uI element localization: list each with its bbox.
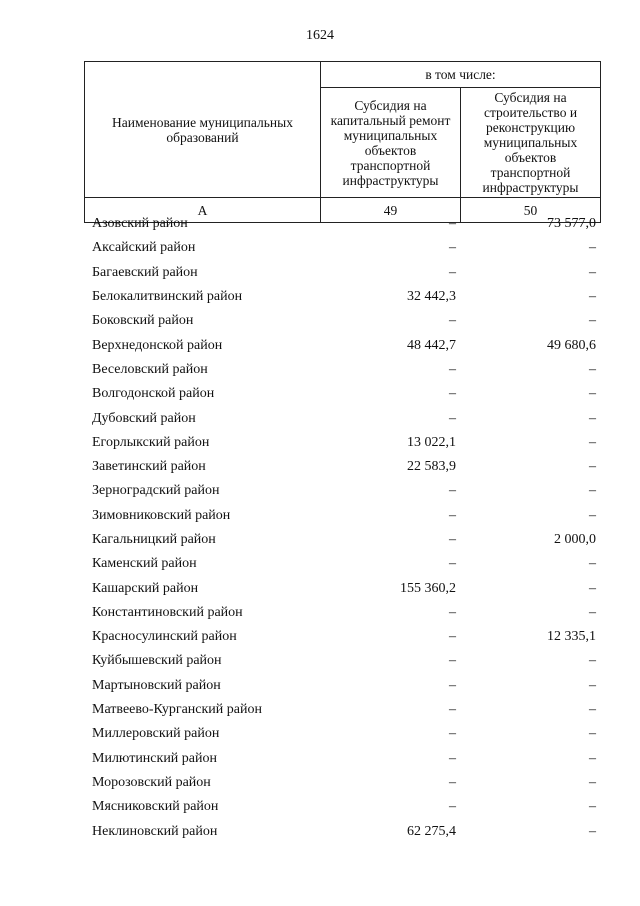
header-code-a: А	[85, 198, 321, 223]
municipality-name: Мясниковский район	[92, 799, 219, 815]
value-col-50: –	[589, 434, 596, 450]
municipality-name: Мартыновский район	[92, 677, 221, 693]
table-row	[84, 674, 600, 698]
municipality-name: Зерноградский район	[92, 483, 220, 499]
value-col-50: 73 577,0	[547, 216, 596, 232]
table-row	[84, 236, 600, 260]
value-col-49: 155 360,2	[400, 580, 456, 596]
value-col-50: –	[589, 459, 596, 475]
municipality-name: Миллеровский район	[92, 726, 220, 742]
table-row	[84, 261, 600, 285]
table-row	[84, 552, 600, 576]
table-row	[84, 431, 600, 455]
value-col-50: –	[589, 702, 596, 718]
table-row	[84, 601, 600, 625]
header-col-50: Субсидия на строительство и реконструкцию муниципальных объектов транспортной инфраструктуры	[461, 88, 601, 198]
header-group-label: в том числе:	[321, 62, 601, 88]
value-col-49: –	[449, 216, 456, 232]
value-col-50: –	[589, 653, 596, 669]
value-col-49: –	[449, 240, 456, 256]
value-col-49: –	[449, 604, 456, 620]
value-col-49: 22 583,9	[407, 459, 456, 475]
table-row	[84, 212, 600, 236]
value-col-49: –	[449, 264, 456, 280]
value-col-49: –	[449, 653, 456, 669]
value-col-50: –	[589, 580, 596, 596]
value-col-50: 2 000,0	[554, 532, 596, 547]
table-row	[84, 747, 600, 771]
value-col-50: –	[589, 361, 596, 377]
value-col-49: –	[449, 410, 456, 426]
value-col-50: 12 335,1	[547, 629, 596, 645]
table-row	[84, 795, 600, 819]
value-col-50: –	[589, 556, 596, 572]
table-row	[84, 576, 600, 600]
value-col-50: –	[589, 386, 596, 402]
value-col-49: –	[449, 483, 456, 499]
value-col-50: –	[589, 604, 596, 620]
municipality-name: Красносулинский район	[92, 629, 237, 645]
table-row	[84, 504, 600, 528]
municipality-name: Милютинский район	[92, 750, 218, 766]
value-col-50: –	[589, 677, 596, 693]
municipality-name: Дубовский район	[92, 410, 196, 426]
municipality-name: Багаевский район	[92, 264, 198, 280]
value-col-50: –	[589, 240, 596, 256]
municipality-name: Константиновский район	[92, 604, 243, 620]
table-row	[84, 771, 600, 795]
value-col-49: –	[449, 629, 456, 645]
value-col-49: 32 442,3	[407, 289, 456, 305]
value-col-50: 49 680,6	[547, 337, 596, 353]
page-number: 1624	[306, 28, 334, 43]
value-col-50: –	[589, 774, 596, 790]
municipality-name: Егорлыкский район	[92, 434, 210, 450]
value-col-49: –	[449, 532, 456, 547]
value-col-49: –	[449, 702, 456, 718]
municipality-name: Верхнедонской район	[92, 337, 223, 353]
value-col-50: –	[589, 410, 596, 426]
value-col-50: –	[589, 799, 596, 815]
value-col-49: –	[449, 750, 456, 766]
municipality-name: Матвеево-Курганский район	[92, 702, 262, 718]
value-col-50: –	[589, 750, 596, 766]
table-row	[84, 819, 600, 843]
municipality-name: Азовский район	[92, 216, 188, 232]
value-col-50: –	[589, 483, 596, 499]
table-row	[84, 406, 600, 430]
municipality-name: Неклиновский район	[92, 823, 218, 839]
municipality-name: Аксайский район	[92, 240, 196, 256]
value-col-49: –	[449, 774, 456, 790]
table-header	[84, 61, 601, 223]
value-col-49: 62 275,4	[407, 823, 456, 839]
municipality-name: Морозовский район	[92, 774, 211, 790]
municipality-name: Зимовниковский район	[92, 507, 231, 523]
value-col-49: –	[449, 556, 456, 572]
value-col-50: –	[589, 289, 596, 305]
municipality-name: Каменский район	[92, 556, 197, 572]
value-col-49: –	[449, 726, 456, 742]
value-col-50: –	[589, 823, 596, 839]
table-row	[84, 625, 600, 649]
value-col-49: 13 022,1	[407, 434, 456, 450]
value-col-49: 48 442,7	[407, 337, 456, 353]
value-col-49: –	[449, 799, 456, 815]
table-row	[84, 649, 600, 673]
table-row	[84, 333, 600, 357]
value-col-50: –	[589, 726, 596, 742]
table-row	[84, 358, 600, 382]
table-row	[84, 382, 600, 406]
table-row	[84, 722, 600, 746]
value-col-49: –	[449, 361, 456, 377]
table-row	[84, 698, 600, 722]
municipality-name: Куйбышевский район	[92, 653, 222, 669]
municipality-name: Кашарский район	[92, 580, 199, 596]
header-code-50: 50	[461, 198, 601, 223]
value-col-50: –	[589, 264, 596, 280]
value-col-49: –	[449, 386, 456, 402]
header-col-49: Субсидия на капитальный ремонт муниципальных объектов транспортной инфраструктуры	[321, 88, 461, 198]
municipality-name: Волгодонской район	[92, 386, 215, 402]
value-col-50: –	[589, 507, 596, 523]
value-col-49: –	[449, 507, 456, 523]
table-row	[84, 309, 600, 333]
table-row	[84, 479, 600, 503]
table-body	[84, 212, 600, 844]
header-municipality-name: Наименование муниципальных образований	[85, 62, 321, 198]
municipality-name: Боковский район	[92, 313, 194, 329]
municipality-name: Веселовский район	[92, 361, 208, 377]
header-code-49: 49	[321, 198, 461, 223]
value-col-49: –	[449, 313, 456, 329]
value-col-49: –	[449, 677, 456, 693]
municipality-name: Кагальницкий район	[92, 532, 216, 547]
municipality-name: Белокалитвинский район	[92, 289, 243, 305]
municipality-name: Заветинский район	[92, 459, 206, 475]
table-row	[84, 528, 600, 552]
table-row	[84, 455, 600, 479]
value-col-50: –	[589, 313, 596, 329]
table-row	[84, 285, 600, 309]
